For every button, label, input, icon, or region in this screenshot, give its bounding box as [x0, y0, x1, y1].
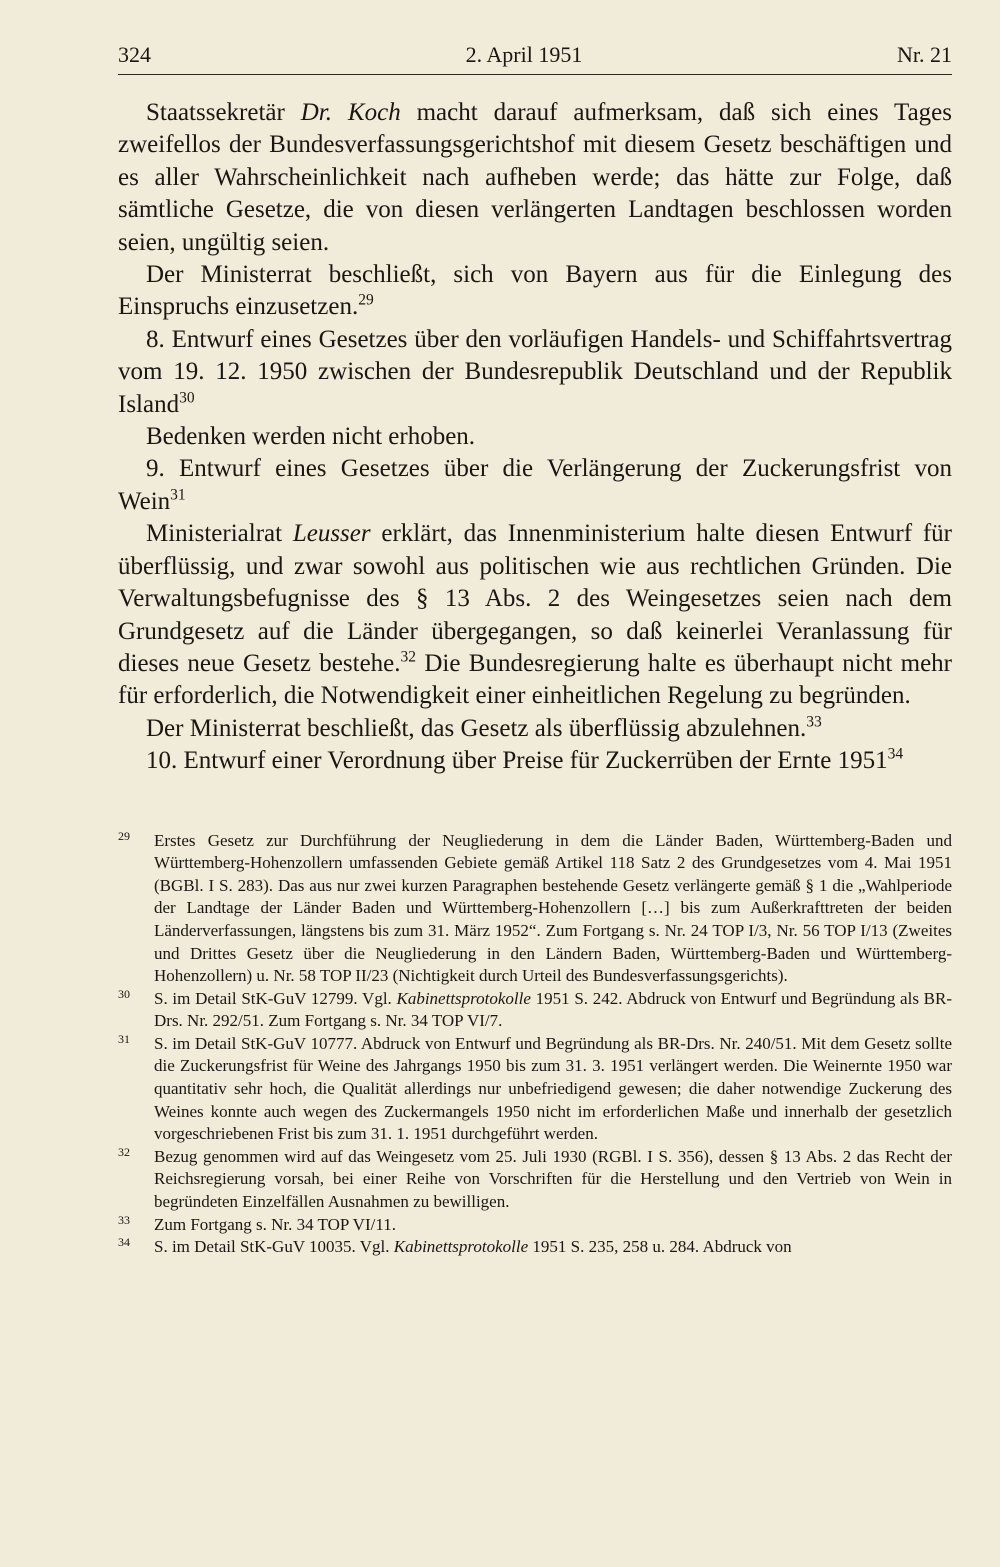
paragraph-decision-einspruch: Der Ministerrat beschließt, sich von Bayern aus für die Einlegung des Einspruchs einzusetzen.$^{29}$	[118, 261, 952, 321]
footnote-text: S. im Detail StK-GuV 10035. Vgl. Kabinettsprotokolle 1951 S. 235, 258 u. 284. Abdruck von	[154, 1237, 792, 1257]
footnote-ref: 34	[887, 745, 904, 763]
footnote-number: 29	[118, 828, 130, 843]
agenda-item-9: 9. Entwurf eines Gesetzes über die Verlängerung der Zuckerungsfrist von Wein$^{31}$	[118, 455, 952, 515]
footnote-number: 32	[118, 1144, 130, 1159]
document-number: Nr. 21	[896, 42, 952, 67]
header-date: 2. April 1951	[465, 42, 583, 67]
publication-title: Kabinettsprotokolle	[393, 1237, 529, 1257]
agenda-item-10: 10. Entwurf einer Verordnung über Preise für Zuckerrüben der Ernte 1951$^{34}$	[146, 745, 904, 775]
footnote-ref: 31	[170, 486, 186, 504]
footnote-number: 34	[118, 1235, 130, 1250]
speaker-name: Leusser	[292, 520, 371, 548]
footnote-number: 30	[118, 986, 130, 1001]
footnote-ref: 32	[400, 648, 417, 666]
paragraph-koch: Staatssekretär Dr. Koch macht darauf aufmerksam, daß sich eines Tages zweifellos der Bundesverfassungsgerichtshof mit diesem Gesetz beschäftigen und es aller Wahrscheinlichkeit nach aufheben werde; das hätte zur Folge, daß sämtliche Gesetze, die von diesen verlängerten Landtagen beschlossen worden seien, ungültig seien.	[118, 99, 953, 256]
footnote-text: S. im Detail StK-GuV 12799. Vgl. Kabinettsprotokolle 1951 S. 242. Abdruck von Entwurf und Begründung als BR-Drs. Nr. 292/51. Zum Fortgang s. Nr. 34 TOP VI/7.	[154, 988, 952, 1031]
footnote-text: Bezug genommen wird auf das Weingesetz vom 25. Juli 1930 (RGBl. I S. 356), dessen § 13 Abs. 2 das Recht der Reichsregierung vorsah, bei einer Reihe von Vorschriften für die Herstellung und den Vertrieb von Wein in begründeten Einzelfällen Ausnahmen zu bewilligen.	[154, 1146, 952, 1212]
main-text	[118, 97, 952, 778]
footnote-ref: 33	[806, 713, 822, 731]
footnote-29	[118, 830, 952, 988]
paragraph-no-objection: Bedenken werden nicht erhoben.	[146, 423, 476, 451]
agenda-item-8: 8. Entwurf eines Gesetzes über den vorläufigen Handels- und Schiffahrtsvertrag vom 19. 12. 1950 zwischen der Bundesrepublik Deutschland und der Republik Island$^{30}$	[118, 325, 952, 418]
footnote-ref: 29	[358, 292, 374, 310]
paragraph-decision-reject: Der Ministerrat beschließt, das Gesetz als überflüssig abzulehnen.$^{33}$	[146, 713, 822, 742]
footnote-number: 33	[118, 1212, 130, 1227]
footnote-32	[118, 1146, 952, 1214]
publication-title: Kabinettsprotokolle	[396, 988, 531, 1008]
footnote-33	[118, 1214, 952, 1237]
paragraph-leusser: Ministerialrat Leusser erklärt, das Innenministerium halte diesen Entwurf für überflüssig, und zwar sowohl aus politischen wie aus rechtlichen Gründen. Die Verwaltungsbefugnisse des § 13 Abs. 2 des Weingesetzes seien nach dem Grundgesetz auf die Länder übergegangen, so daß keinerlei Veranlassung für dieses neue Gesetz bestehe.$^{32}$ Die Bundesregierung halte es überhaupt nicht mehr für erforderlich, die Notwendigkeit einer einheitlichen Regelung zu begründen.	[118, 520, 952, 710]
page	[118, 42, 952, 1259]
speaker-name: Dr. Koch	[300, 99, 401, 126]
footnote-text: Zum Fortgang s. Nr. 34 TOP VI/11.	[154, 1214, 396, 1234]
footnote-30	[118, 988, 952, 1033]
footnote-ref: 30	[179, 389, 195, 407]
footnote-31	[118, 1033, 952, 1146]
footnote-text: S. im Detail StK-GuV 10777. Abdruck von Entwurf und Begründung als BR-Drs. Nr. 240/51. Mit dem Gesetz sollte die Zuckerungsfrist für Weine des Jahrgangs 1950 bis zum 31. 3. 1951 verlängert werden. Die Weinernte 1950 war quantitativ sehr hoch, die Qualität allerdings nur unbefriedigend gewesen; die daher notwendige Zuckerung des Weines konnte auch wegen des Zuckermangels 1950 nicht im erforderlichen Maße und innerhalb der gesetzlich vorgeschriebenen Frist bis zum 31. 1. 1951 durchgeführt werden.	[154, 1033, 952, 1144]
running-header	[118, 42, 952, 75]
footnotes	[118, 830, 952, 1259]
footnote-number: 31	[118, 1031, 130, 1046]
page-number: 324	[118, 42, 151, 67]
footnote-34	[118, 1236, 952, 1259]
footnote-text: Erstes Gesetz zur Durchführung der Neugliederung in dem die Länder Baden, Württemberg-Baden und Württemberg-Hohenzollern umfassenden Gebiete gemäß Artikel 118 Satz 2 des Grundgesetzes vom 4. Mai 1951 (BGBl. I S. 283). Das aus nur zwei kurzen Paragraphen bestehende Gesetz verlängerte gemäß § 1 die „Wahlperiode der Landtage der Länder Baden und Württemberg-Hohenzollern […] bis zum Außerkrafttreten der beiden Länderverfassungen, längstens bis zum 31. März 1952“. Zum Fortgang s. Nr. 24 TOP I/3, Nr. 56 TOP I/13 (Zweites und Drittes Gesetz über die Neugliederung in den Ländern Baden, Württemberg-Baden und Württemberg-Hohenzollern) u. Nr. 58 TOP II/23 (Nichtigkeit durch Urteil des Bundesverfassungsgerichts).	[154, 830, 952, 986]
